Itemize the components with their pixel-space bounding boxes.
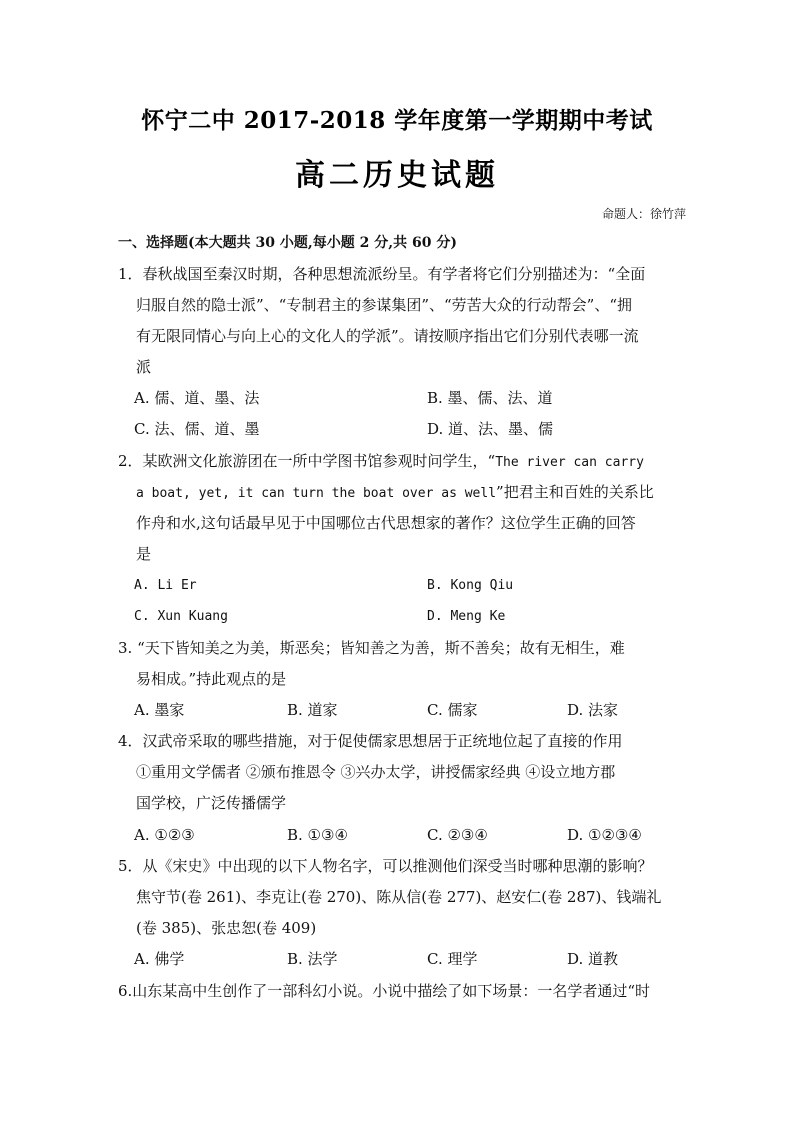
question-2-line-4: 是 — [136, 545, 152, 563]
question-1-line-3: 有无限同情心与向上心的文化人的学派”。请按顺序指出它们分别代表哪一流 — [136, 327, 639, 345]
exam-subtitle: 高二历史试题 — [295, 158, 499, 193]
question-1-option-b: B. 墨、儒、法、道 — [427, 389, 553, 407]
question-2-option-a: A. Li Er — [134, 578, 197, 593]
question-5-option-d: D. 道教 — [567, 950, 619, 968]
question-4-option-c: C. ②③④ — [427, 826, 488, 844]
question-2-english-quote-end: a boat, yet, it can turn the boat over as well — [136, 486, 497, 501]
question-2-option-d: D. Meng Ke — [427, 609, 506, 624]
question-2-line-3: 作舟和水,这句话最早见于中国哪位古代思想家的著作？这位学生正确的回答 — [136, 514, 636, 532]
question-1-option-d: D. 道、法、墨、儒 — [427, 420, 554, 438]
question-5-line-3: (卷 385)、张忠恕(卷 409) — [136, 919, 317, 937]
question-5-line-1: 5．从《宋史》中出现的以下人物名字，可以推测他们深受当时哪种思潮的影响？ — [118, 857, 653, 875]
question-4-option-b: B. ①③④ — [287, 826, 348, 844]
question-3-option-b: B. 道家 — [287, 701, 338, 719]
question-1-line-4: 派 — [136, 358, 152, 376]
question-4-line-1: 4．汉武帝采取的哪些措施，对于促使儒家思想居于正统地位起了直接的作用 — [118, 732, 623, 750]
question-1-option-c: C. 法、儒、道、墨 — [134, 420, 260, 438]
question-5-option-a: A. 佛学 — [134, 950, 185, 968]
question-4-line-2: ①重用文学儒者 ②颁布推恩令 ③兴办太学，讲授儒家经典 ④设立地方郡 — [136, 763, 616, 781]
question-1-line-1: 1．春秋战国至秦汉时期，各种思想流派纷呈。有学者将它们分别描述为：“全面 — [118, 265, 646, 283]
question-2-line-2-text: ”把君主和百姓的关系比 — [496, 483, 654, 501]
question-4-line-3: 国学校，广泛传播儒学 — [136, 794, 287, 812]
question-3-option-c: C. 儒家 — [427, 701, 478, 719]
exam-title: 怀宁二中 2017-2018 学年度第一学期期中考试 — [141, 107, 653, 134]
question-1-option-a: A. 儒、道、墨、法 — [134, 389, 260, 407]
question-2-line-1-text: 2．某欧洲文化旅游团在一所中学图书馆参观时问学生，“ — [118, 452, 496, 470]
question-3-line-2: 易相成。”持此观点的是 — [136, 670, 287, 688]
question-2-option-b: B. Kong Qiu — [427, 578, 514, 593]
question-5-line-2: 焦守节(卷 261)、李克让(卷 270)、陈从信(卷 277)、赵安仁(卷 287)、钱端礼 — [136, 888, 662, 906]
question-3-line-1: 3. “天下皆知美之为美，斯恶矣；皆知善之为善，斯不善矣；故有无相生，难 — [118, 639, 625, 657]
section-heading: 一、选择题(本大题共 30 小题,每小题 2 分,共 60 分) — [118, 235, 457, 251]
author-line: 命题人：徐竹萍 — [601, 207, 686, 221]
question-2-line-1 — [118, 451, 644, 473]
question-4-option-d: D. ①②③④ — [567, 826, 642, 844]
question-4-option-a: A. ①②③ — [134, 826, 195, 844]
question-2-english-quote-start: The river can carry — [495, 455, 644, 470]
question-5-option-c: C. 理学 — [427, 950, 478, 968]
question-2-option-c: C. Xun Kuang — [134, 609, 228, 624]
question-1-line-2: 归服自然的隐士派”、“专制君主的参谋集团”、“劳苦大众的行动帮会”、“拥 — [136, 296, 633, 314]
question-5-option-b: B. 法学 — [287, 950, 338, 968]
question-2-line-2 — [136, 482, 654, 504]
question-3-option-a: A. 墨家 — [134, 701, 185, 719]
question-3-option-d: D. 法家 — [567, 701, 619, 719]
question-6-line-1: 6.山东某高中生创作了一部科幻小说。小说中描绘了如下场景：一名学者通过“时 — [118, 982, 650, 1000]
